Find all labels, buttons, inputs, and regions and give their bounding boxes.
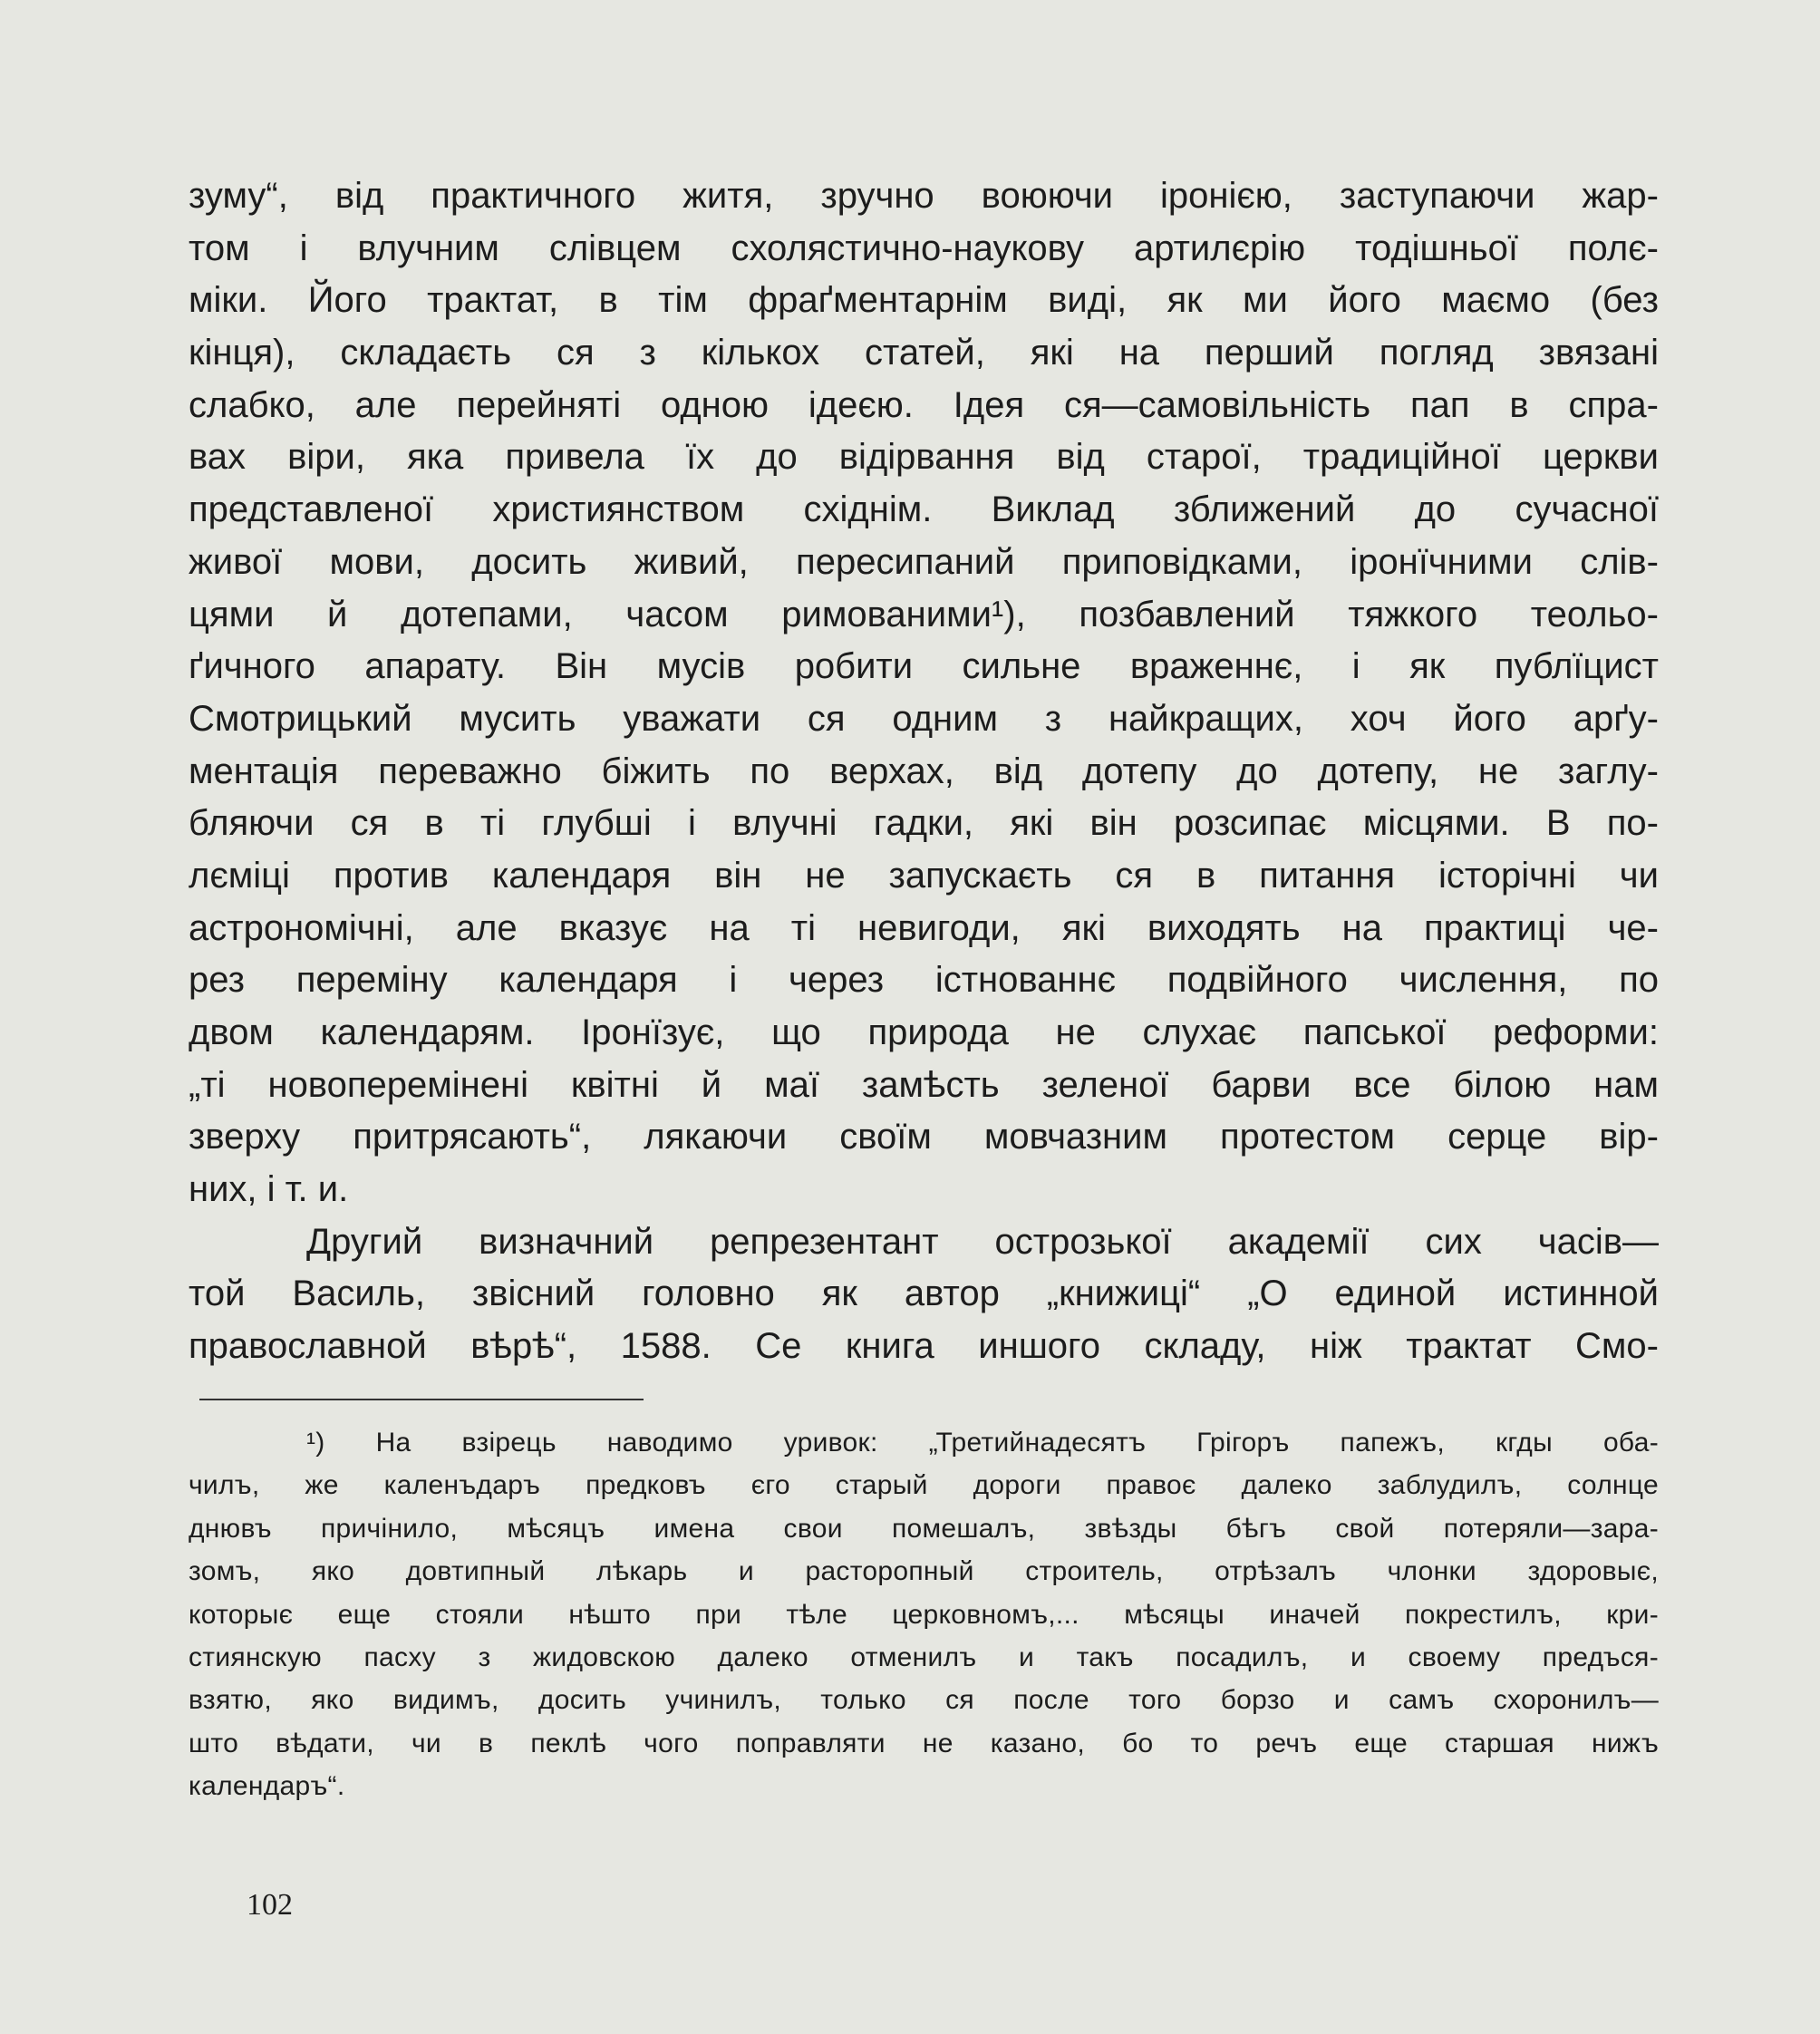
text-line: представленої християнством східнім. Виклад зближений до сучасної (189, 489, 1659, 530)
text-line: ґичного апарату. Він мусів робити сильне враженнє, і як публїцист (189, 646, 1659, 687)
text-line: астрономічні, але вказує на ті невигоди, які виходять на практиці че- (189, 907, 1659, 948)
text-line: бляючи ся в ті глубші і влучні гадки, які він розсипає місцями. В по- (189, 803, 1659, 844)
text-line: слабко, але перейняті одною ідеєю. Ідея ся—самовільність пап в спра- (189, 384, 1659, 425)
text-line: міки. Його трактат, в тім фраґментарнім виді, як ми його маємо (без (189, 280, 1659, 321)
footnote-line: днювъ причінило, мѣсяцъ имена свои помешалъ, звѣзды бѣгъ свой потеряли—зара- (189, 1513, 1659, 1544)
footnote-line: стиянскую пасху з жидовскою далеко отменилъ и такъ посадилъ, и своему предъся- (189, 1642, 1659, 1672)
paragraph-start-line: Другий визначний репрезентант острозької академії сих часів— (306, 1221, 1659, 1262)
footnote-line: взятю, яко видимъ, досить учинилъ, только ся после того борзо и самъ схоронилъ— (189, 1685, 1659, 1716)
text-line: Смотрицький мусить уважати ся одним з найкращих, хоч його арґу- (189, 698, 1659, 739)
text-line: „ті новоперемінені квітні й маї замѣсть зеленої барви все білою нам (189, 1064, 1659, 1105)
text-line: живої мови, досить живий, пересипаний приповідками, іронїчними слів- (189, 541, 1659, 582)
text-line: кінця), складаєть ся з кількох статей, які на перший погляд звязані (189, 333, 1659, 373)
text-line: зуму“, від практичного житя, зручно воюючи іронією, заступаючи жар- (189, 176, 1659, 216)
footnote-line: што вѣдати, чи в пеклѣ чого поправляти не казано, бо то речъ еще старшая нижъ (189, 1728, 1659, 1758)
footnote-line: ¹) На взірець наводимо уривок: „Третийнадесятъ Грігоръ папежъ, кгды оба- (306, 1428, 1659, 1458)
text-line: вах віри, яка привела їх до відірвання від старої, традиційної церкви (189, 437, 1659, 478)
text-line: той Василь, звісний головно як автор „книжиці“ „О единой истинной (189, 1274, 1659, 1314)
text-line: цями й дотепами, часом римованими¹), позбавлений тяжкого теольо- (189, 594, 1659, 634)
main-text-block (189, 170, 1659, 1373)
footnote-block (189, 1421, 1659, 1808)
text-line: них, і т. и. (189, 1169, 349, 1210)
text-line: рез переміну календаря і через істнованнє подвійного числення, по (189, 960, 1659, 1001)
footnote-line: календаръ“. (189, 1771, 345, 1802)
page-number: 102 (247, 1888, 293, 1922)
text-line: лєміці против календаря він не запускаєть ся в питання історічні чи (189, 855, 1659, 896)
footnote-line: которыє еще стояли нѣшто при тѣле церковномъ,... мѣсяцы иначей покрестилъ, кри- (189, 1599, 1659, 1630)
text-line: зверху притрясають“, лякаючи своїм мовчазним протестом серце вір- (189, 1117, 1659, 1157)
footnote-separator (199, 1399, 644, 1400)
text-line: православной вѣрѣ“, 1588. Се книга иншого складу, ніж трактат Смо- (189, 1326, 1659, 1367)
text-line: двом календарям. Іронїзує, що природа не слухає папської реформи: (189, 1012, 1659, 1052)
footnote-line: чилъ, же каленъдаръ предковъ єго старый дороги правоє далеко заблудилъ, солнце (189, 1470, 1659, 1501)
text-line: том і влучним слівцем схолястично-наукову артилєрію тодішньої полє- (189, 228, 1659, 268)
footnote-line: зомъ, яко довтипный лѣкарь и расторопный строитель, отрѣзалъ члонки здоровыє, (189, 1556, 1659, 1587)
text-line: ментація переважно біжить по верхах, від дотепу до дотепу, не заглу- (189, 751, 1659, 791)
